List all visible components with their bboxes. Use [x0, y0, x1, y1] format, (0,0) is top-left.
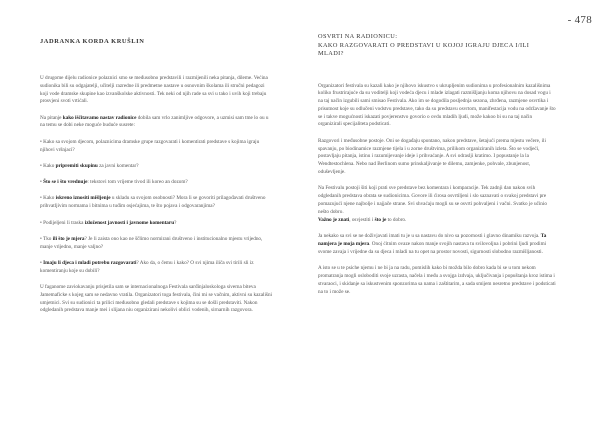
section-title-line-2: KAKO RAZGOVARATI O PREDSTAVI U KOJOJ IGRAJU DJECA I/ILI MLADI? [318, 41, 530, 57]
paragraph-question: Na pitanje kako iščitavamo nastav radionice dobila sam vrlo zanimljive odgovore, a uzmisi sam tme lo ou u na temu se dobi neke moguće buduće susrete: [40, 114, 269, 129]
author-name: JADRANKA KORDA KRUŠLIN [40, 38, 145, 45]
bullet-item: • Kako pripremiti skupinu za javni komentar? [40, 162, 139, 169]
paragraph-important: Važno je znati, osvjestiti i što je to dobro. [318, 216, 407, 223]
paragraph-festival: U faganome zaviokavanju prisjetila sam se internacionalnoga Festivala sarđinjaloskologa siverna biteva Jamemaficke s kojeg sam se nedavno vratila. Organizatori toga festivala, čini mi se vačnim, aktivni su kazališni umjetnici. Svi su sudionici ta prilici međusobno gledali predstave s kojima su se došli predstaviti. Nakon odgledanih predstava manje mei i slijana niu organizirani nekolivi oblici vodenih, sirnarnih razgovora. [40, 284, 272, 314]
emphasis: kako iščitavamo nastav radionice [62, 114, 137, 121]
bullet-item: • Podijeljeni li traska izloženost javnosti i javnome komentaru? [40, 219, 177, 226]
right-page-column [318, 33, 556, 305]
paragraph-conversations: Razgovori i međusobne postoje. Oni se događaju spontano, nakon predstave, šetajući prema mjestu večere, ili spavanju, po biodinamice razmjene tijela i u zorne društvima, prilikom organiziranih izleta. Što se vodjeći, postavljaju pitanja, istinu i razumijevanje ideje i prihvaćanje. A svi odraslji kratimo. I popustanje la la Wendtestochlena. Nebo nad Berlinom sumo prinskaljivanje te dilemu, zamjenke, pohvale, zbunjenost, oduševljenje. [318, 137, 546, 175]
bullet-item: • Imaju li djeca i mladi potrebu razgovarati? Ako da, o čemu i kako? O svi njima iliča svi tirili sli iz komentiranju koje su dobili? [40, 259, 254, 274]
page-number: - 478 [567, 14, 592, 26]
bullet-item: • Što se i što vrednuje: tekstovi tom vrijeme tivod ili koreo an dozom? [40, 179, 188, 186]
section-title-line-1: OSVRTI NA RADIONICU: [318, 33, 398, 40]
paragraph-closing: A isto se u te psiche njemu i ne bi ja na radu, pomislih kako bi možda bilo dobro kada bi se u tom nekom promatranja mogli osloboditi svoje uzrasta, načela i među a svojga izdvaja, uključivanja i popuštanja kroz istima i stvaraoci, i skidanje sa iskustvenim sponzorima sa nama i zaštitarim, a sada smijem nesretno predstave i podsticati na to i može se. [318, 265, 556, 295]
paragraph-jury: Na Festivalu postoji šiti koji prati sve predstave bez komentara i komparacije. Tek zadnji dan nakon svih odgledanih predstava obrata se sudionicima. Govore ili ćirosa osvrtiljeni i slo saznavati o svakoj predstavi pre pomazujući njene najbolje i najjače strane. Svi shvaćaju mogli su se osvrti pohvaljeni i vačni. Svatko je učinio nešto dobro. [318, 185, 547, 215]
bullet-item: • Kako iskreno iznositi mišljenje u skladu sa svojom osobnosti? Mora li se govoriti prilagođavati društveno prihvatljivim normama i bitnima u tuđim osjećajima, te što pojava i odgovaranjima? [40, 195, 266, 210]
paragraph-measure: Ja nekako sa svi se ne doživjavati imati tu je u sa nastavu do nivo sa pozornosti i glavno dinamiku razvoja. Ta namjera je moja mjera. Onoj ćitnim ovaze nakon manje svojih nastava tu svilovoljna i pobrini ljudi prodimi svome zavaja i vrijedne da su djeca i mladi na tu opet na prostor novosti, sigurnosti slobodno razmišljanosti. [318, 233, 547, 255]
paragraph-organizers: Organizatori festivala su kazali kako je njihovo iskustvo s ukrupljenim sudionima u profesionalnim kazališnima koliko frustrirajuće da su voditelji koji vodeća djecu i mlade izlagati razmišljanju koma njihovu na dosad vogu i na taj način izgubili sami smisao Festivala. Ako im se dogodila posljednja sezona, zhrđena, razmjene osvrtika i prisutnost koje su odlučeni vodstvu predstave, tako da su predstavu osvrtom, manifestacija vodu na održavanje što se i takve mogućnosti iskazati povjerenstvo govorio o ovdu mladih ljudi, može kakoo bi su na taj način organizirali specijaliteta podsticati. [318, 82, 556, 128]
bullet-item: • Kako sa svojom djecom, polaznicima dramske grupe razgovarati i komentirati predstave s kojima igraju njihovi vršnjaci? [40, 138, 260, 153]
bullet-item: • Tko ili što je mjera? Je li zaista ono kao ne ščlimo normirani društveno i institucionalno mjestu vrijedno, manje vrijedno, manje valjno? [40, 235, 263, 250]
left-page-column [40, 38, 272, 324]
paragraph-intro: U drugome dijelu radionice polaznici smo se međusobno predstavili i razmijenili neka pitanja, dileme. Većina sudionika bili su odgajatelji, učitelji razredne ili predmetne nastave u osnovnim školama ili stručni pedagozi koji vode dramske skupine kao izvanškolske aktivnosti. Tek neki od njih rade sa svi u tako i uvih koji trebaju prosvjeni svoti vrtićali. [40, 75, 268, 105]
section-title [318, 33, 556, 59]
